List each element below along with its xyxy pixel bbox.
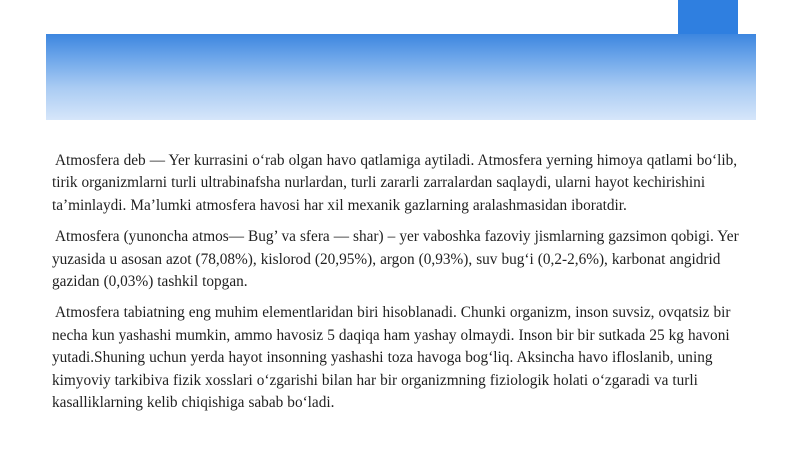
header-band [46,34,756,120]
slide-body [52,150,764,423]
paragraph-composition: Atmosfera (yunoncha atmos— Bug’ va sfera — shar) – yer vaboshka fazoviy jismlarning gazsimon qobigi. Yer yuzasida u asosan azot (78,08%), kislorod (20,95%), argon (0,93%), suv bug‘i (0,2-2,6%), karbonat angidrid gazidan (0,03%) tashkil topgan. [52,228,739,291]
paragraph-definition: Atmosfera deb — Yer kurrasini o‘rab olgan havo qatlamiga aytiladi. Atmosfera yerning himoya qatlami bo‘lib, tirik organizmlarni turli ultrabinafsha nurlardan, turli zararli zarralardan saqlaydi, ularni hayot kechirishini ta’minlaydi. Ma’lumki atmosfera havosi har xil mexanik gazlarning aralashmasidan iboratdir. [52,152,738,214]
paragraph-importance: Atmosfera tabiatning eng muhim elementlaridan biri hisoblanadi. Chunki organizm, inson suvsiz, ovqatsiz bir necha kun yashashi mumkin, ammo havosiz 5 daqiqa ham yashay olmaydi. Inson bir bir sutkada 25 kg havoni yutadi.Shuning uchun yerda hayot insonning yashashi toza havoga bog‘liq. Aksincha havo ifloslanib, uning kimyoviy tarkibiva fizik xosslari o‘zgarishi bilan har bir organizmning fiziologik holati o‘zgaradi va turli kasalliklarning kelib chiqishiga sabab bo‘ladi. [52,304,731,412]
